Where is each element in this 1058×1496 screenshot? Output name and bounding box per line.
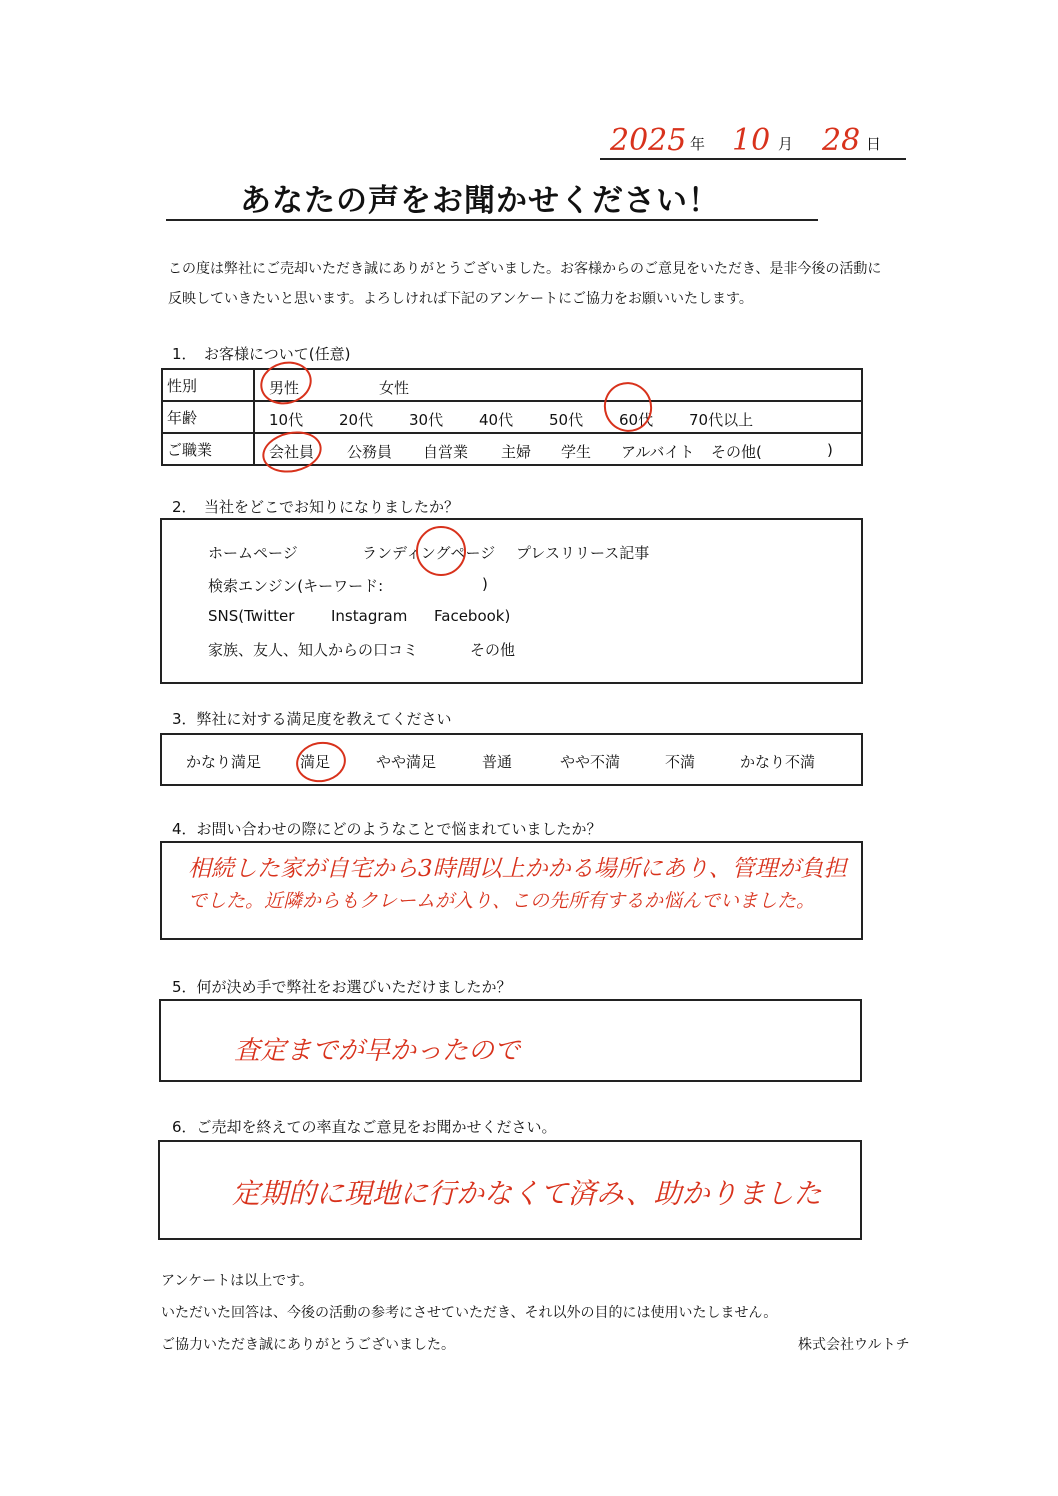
title-underline	[166, 219, 818, 221]
gender-label: 性別	[162, 369, 254, 401]
q6-title: 6．ご売却を終えての率直なご意見をお聞かせください。	[172, 1118, 557, 1136]
job-option-homemaker[interactable]: 主婦	[501, 443, 532, 461]
date-month-unit: 月	[778, 135, 794, 153]
job-label: ご職業	[162, 433, 254, 465]
age-option-20s[interactable]: 20代	[339, 411, 374, 429]
circle-mark-landing-page	[416, 526, 466, 576]
age-label: 年齢	[162, 401, 254, 433]
q3-option-neutral[interactable]: 普通	[482, 753, 513, 771]
age-row	[162, 401, 862, 433]
q2-option-sns-twitter[interactable]: SNS(Twitter	[208, 607, 295, 625]
date-year-unit: 年	[690, 135, 706, 153]
q3-option-somewhat-dissatisfied[interactable]: やや不満	[560, 753, 621, 771]
job-option-self-employed[interactable]: 自営業	[423, 443, 469, 461]
q4-answer-line-1: 相続した家が自宅から3時間以上かかる場所にあり、管理が負担	[188, 856, 847, 882]
q6-answer: 定期的に現地に行かなくて済み、助かりました	[232, 1177, 822, 1210]
q2-option-press-release[interactable]: プレスリリース記事	[516, 544, 650, 562]
q2-title: 2． 当社をどこでお知りになりましたか？	[172, 498, 460, 516]
q2-option-word-of-mouth[interactable]: 家族、友人、知人からの口コミ	[208, 641, 419, 659]
job-option-civil-servant[interactable]: 公務員	[347, 443, 393, 461]
age-option-40s[interactable]: 40代	[479, 411, 514, 429]
job-option-other[interactable]: その他(	[711, 443, 762, 461]
date-year: 2025	[610, 123, 687, 158]
age-option-70s-plus[interactable]: 70代以上	[689, 411, 754, 429]
age-option-30s[interactable]: 30代	[409, 411, 444, 429]
q5-answer: 査定までが早かったので	[234, 1036, 521, 1066]
company-name: 株式会社ウルトチ	[798, 1337, 910, 1353]
footer-line-1: アンケートは以上です。	[161, 1273, 314, 1289]
q2-option-search-engine[interactable]: 検索エンジン(キーワード:	[208, 577, 384, 595]
date-day-unit: 日	[866, 135, 882, 153]
q2-option-other[interactable]: その他	[470, 641, 516, 659]
page-title: あなたの声をお聞かせください！	[240, 183, 720, 219]
q2-option-search-engine-close: )	[482, 575, 488, 593]
date-line	[600, 125, 906, 160]
gender-option-female[interactable]: 女性	[379, 379, 410, 397]
date-day: 28	[822, 123, 861, 158]
job-option-student[interactable]: 学生	[561, 443, 592, 461]
q3-title: 3．弊社に対する満足度を教えてください	[172, 710, 452, 728]
gender-option-male[interactable]: 男性	[269, 379, 300, 397]
footer-line-3: ご協力いただき誠にありがとうございました。	[161, 1337, 455, 1353]
intro-line-2: 反映していきたいと思います。よろしければ下記のアンケートにご協力をお願いいたします。	[168, 291, 753, 307]
q2-option-homepage[interactable]: ホームページ	[208, 544, 298, 562]
age-option-50s[interactable]: 50代	[549, 411, 584, 429]
age-options	[254, 401, 862, 433]
q3-option-very-satisfied[interactable]: かなり満足	[186, 753, 262, 771]
q2-option-landing-page[interactable]: ランディングページ	[362, 544, 496, 562]
gender-options	[254, 369, 862, 401]
q2-option-facebook[interactable]: Facebook)	[434, 607, 511, 625]
q3-option-dissatisfied[interactable]: 不満	[665, 753, 696, 771]
q4-title: 4．お問い合わせの際にどのようなことで悩まれていましたか？	[172, 820, 602, 838]
q3-option-very-dissatisfied[interactable]: かなり不満	[740, 753, 816, 771]
q1-title: 1． お客様について(任意)	[172, 345, 351, 363]
intro-line-1: この度は弊社にご売却いただき誠にありがとうございました。お客様からのご意見をいただき、是非今後の活動に	[168, 261, 882, 277]
q4-answer-line-2: でした。近隣からもクレームが入り、この先所有するか悩んでいました。	[188, 890, 816, 912]
q3-option-somewhat-satisfied[interactable]: やや満足	[376, 753, 437, 771]
job-option-employee[interactable]: 会社員	[269, 443, 315, 461]
age-option-60s[interactable]: 60代	[619, 411, 654, 429]
footer-line-2: いただいた回答は、今後の活動の参考にさせていただき、それ以外の目的には使用いたしません。	[161, 1305, 778, 1321]
q5-title: 5．何が決め手で弊社をお選びいただけましたか？	[172, 978, 512, 996]
date-month: 10	[732, 123, 771, 158]
q2-option-instagram[interactable]: Instagram	[331, 607, 408, 625]
q3-option-satisfied[interactable]: 満足	[300, 753, 331, 771]
job-option-other-close: )	[827, 441, 833, 459]
age-option-10s[interactable]: 10代	[269, 411, 304, 429]
job-option-part-time[interactable]: アルバイト	[621, 443, 695, 461]
job-options	[254, 433, 862, 465]
